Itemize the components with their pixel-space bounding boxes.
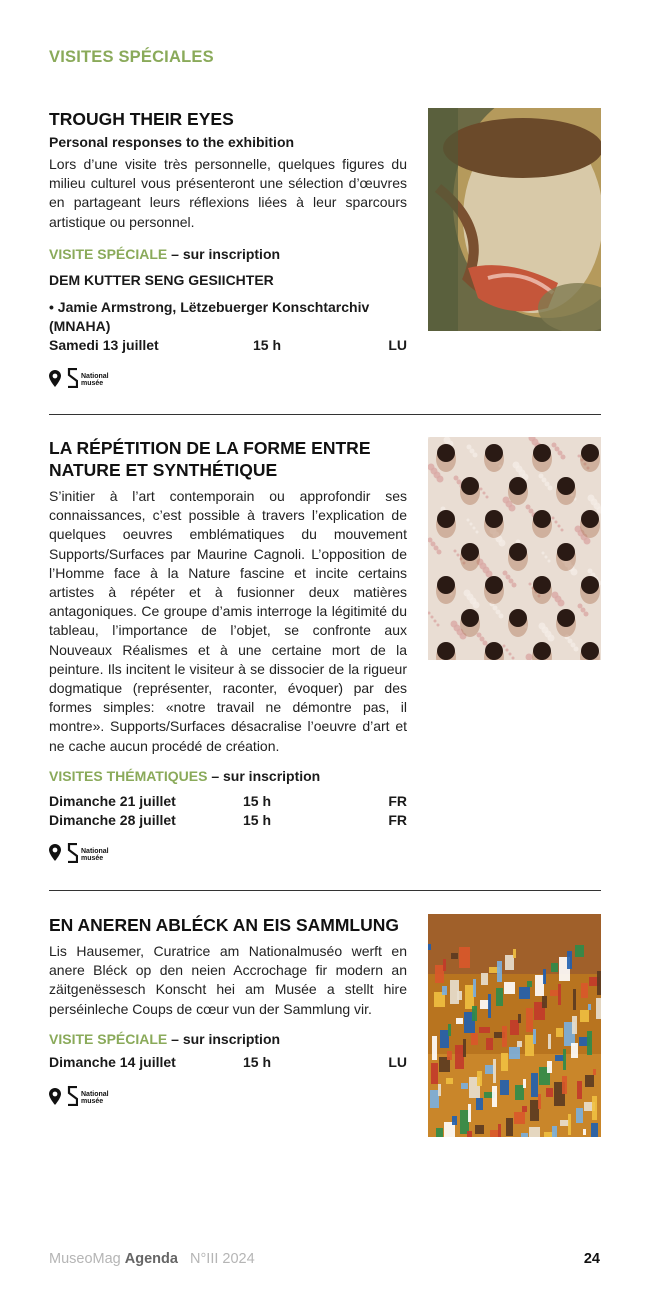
event-title: EN ANEREN ABLÉCK AN EIS SAMMLUNG — [49, 915, 400, 935]
event-2-image — [428, 437, 601, 660]
schedule-language: LU — [388, 1053, 407, 1070]
event-category — [49, 1031, 407, 1047]
logo-line1: National — [81, 373, 109, 381]
category-suffix: – sur inscription — [167, 245, 281, 262]
event-schedule — [49, 336, 407, 356]
event-1-image — [428, 108, 601, 331]
location — [49, 843, 407, 863]
event-schedule — [49, 792, 407, 831]
event-subtitle: Personal responses to the exhibition — [49, 134, 295, 150]
location-pin-icon — [49, 844, 61, 861]
location-pin-icon — [49, 370, 61, 387]
category-label: VISITE SPÉCIALE — [49, 1030, 168, 1047]
divider — [49, 414, 601, 415]
logo-line1: National — [81, 847, 109, 855]
event-description: Lis Hausemer, Curatrice am Nationalmuséo werft en anere Bléck op den neien Accrochage fir modern an zäitgenëssesch Konscht hei am Musée a stellt hire perséinleche Coups de cœur vun der Sammlung vir. — [49, 943, 407, 1017]
category-suffix: – sur inscription — [207, 767, 321, 784]
event-guide: • Jamie Armstrong, Lëtzebuerger Konschtarchiv (MNAHA) — [49, 298, 370, 334]
schedule-day: Dimanche 28 juillet — [49, 812, 176, 829]
schedule-time: 15 h — [243, 812, 272, 829]
location-pin-icon — [49, 1088, 61, 1105]
logo-line2: musée — [81, 380, 104, 388]
schedule-row — [49, 792, 407, 812]
event-1 — [49, 108, 601, 398]
location — [49, 1086, 407, 1106]
event-description: S’initier à l’art contemporain ou approfondir ses connaissances, c’est possible à travers l’explication de quelques oeuvres emblématiques du mouvement Supports/Surfaces par Maurine Cagnoli. L’opposition de l’Homme face à la Nature fascine et incite certains artistes à répéter et à fusionner deux matières antagoniques. Ce groupe d’amis interroge la légitimité du tableau, l’importance de l’objet, se confronte aux Nouveaux Réalismes et à une certaine mort de la peinture. Ils incitent le visiteur à se dissocier de la rigueur dogmatique (représenter, raconter, évoquer) par des formes simples: «notre travail ne démontre pas, il montre». Supports/Surfaces désacralise l’oeuvre d’art et ne cache aucun procédé de création. — [49, 488, 407, 754]
section-heading: VISITES SPÉCIALES — [49, 48, 214, 66]
museum-logo — [67, 368, 109, 388]
museum-logo-icon — [67, 1086, 78, 1106]
museum-logo — [67, 843, 109, 863]
museum-logo — [67, 1086, 109, 1106]
category-suffix: – sur inscription — [167, 1030, 281, 1047]
schedule-time: 15 h — [243, 1053, 272, 1070]
event-category — [49, 246, 407, 262]
schedule-day: Dimanche 14 juillet — [49, 1053, 176, 1070]
event-description: Lors d’une visite très personnelle, quelques figures du milieu culturel vous présenteront une sélection d’œuvres en partageant leurs réflexions liées à leur sparcours artistique ou personnel. — [49, 156, 407, 230]
event-schedule — [49, 1053, 407, 1073]
museum-logo-icon — [67, 843, 78, 863]
event-category — [49, 768, 407, 784]
logo-line1: National — [81, 1091, 109, 1099]
event-1-text — [49, 108, 407, 388]
schedule-row — [49, 1053, 407, 1073]
footer-mag: MuseoMag — [49, 1251, 121, 1267]
schedule-time: 15 h — [253, 336, 282, 353]
category-label: VISITE SPÉCIALE — [49, 245, 168, 262]
schedule-time: 15 h — [243, 792, 272, 809]
location — [49, 368, 407, 388]
event-3 — [49, 914, 601, 1144]
event-3-text — [49, 914, 407, 1106]
schedule-day: Samedi 13 juillet — [49, 336, 159, 353]
page-number: 24 — [583, 1251, 600, 1267]
divider — [49, 890, 601, 891]
schedule-day: Dimanche 21 juillet — [49, 792, 176, 809]
category-label: VISITES THÉMATIQUES — [49, 767, 208, 784]
event-2-text — [49, 437, 407, 863]
schedule-language: FR — [388, 812, 407, 829]
museum-logo-icon — [67, 368, 78, 388]
schedule-language: FR — [388, 792, 407, 809]
logo-line2: musée — [81, 1098, 104, 1106]
schedule-language: LU — [388, 336, 407, 353]
logo-line2: musée — [81, 854, 104, 862]
footer — [49, 1251, 255, 1267]
painting-image — [428, 108, 601, 331]
event-2 — [49, 437, 601, 867]
abstract-painting-image — [428, 914, 601, 1137]
footer-agenda: Agenda — [124, 1251, 178, 1267]
schedule-row — [49, 811, 407, 831]
event-title: TROUGH THEIR EYES — [49, 109, 234, 129]
schedule-row — [49, 336, 407, 356]
event-subtitle-visit: DEM KUTTER SENG GESIICHTER — [49, 271, 274, 288]
event-title: LA RÉPÉTITION DE LA FORME ENTRE NATURE ET SYNTHÉTIQUE — [49, 438, 371, 480]
footer-issue: N°III 2024 — [190, 1251, 255, 1267]
dotted-artwork-image — [428, 437, 601, 660]
event-3-image — [428, 914, 601, 1137]
